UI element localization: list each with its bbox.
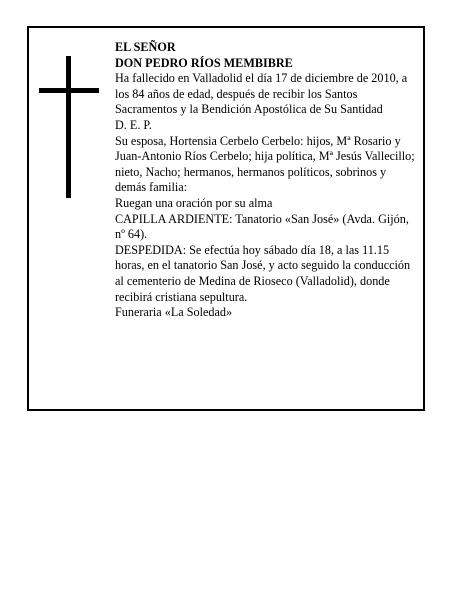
cross-vertical-bar	[66, 56, 71, 198]
death-announcement: Ha fallecido en Valladolid el día 17 de diciembre de 2010, a los 84 años de edad, después de recibir los Santos Sacramentos y la Bendición Apostólica de Su Santidad	[115, 71, 408, 117]
farewell-info: DESPEDIDA: Se efectúa hoy sábado día 18, a las 11.15 horas, en el tanatorio San José, y acto seguido la conducción al cementerio de Medina de Rioseco (Valladolid), donde recibirá cristiana sepultura.	[115, 242, 411, 304]
prayer-request: Ruegan una oración por su alma	[115, 195, 273, 210]
notice-deceased-name: DON PEDRO RÍOS MEMBIBRE	[115, 55, 293, 70]
funeral-home: Funeraria «La Soledad»	[115, 305, 233, 320]
rest-in-peace: D. E. P.	[115, 117, 152, 132]
chapel-info: CAPILLA ARDIENTE: Tanatorio «San José» (Avda. Gijón, nº 64).	[115, 211, 409, 242]
cross-horizontal-bar	[39, 88, 99, 93]
cross-icon	[39, 56, 99, 198]
obituary-notice	[27, 26, 425, 411]
notice-title-line1: EL SEÑOR	[115, 40, 176, 54]
notice-text-block	[115, 40, 419, 321]
family-list: Su esposa, Hortensia Cerbelo Cerbelo: hijos, Mª Rosario y Juan-Antonio Ríos Cerbelo; hija política, Mª Jesús Vallecillo; nieto, Nacho; hermanos, hermanos políticos, sobrinos y demás familia:	[115, 133, 415, 195]
